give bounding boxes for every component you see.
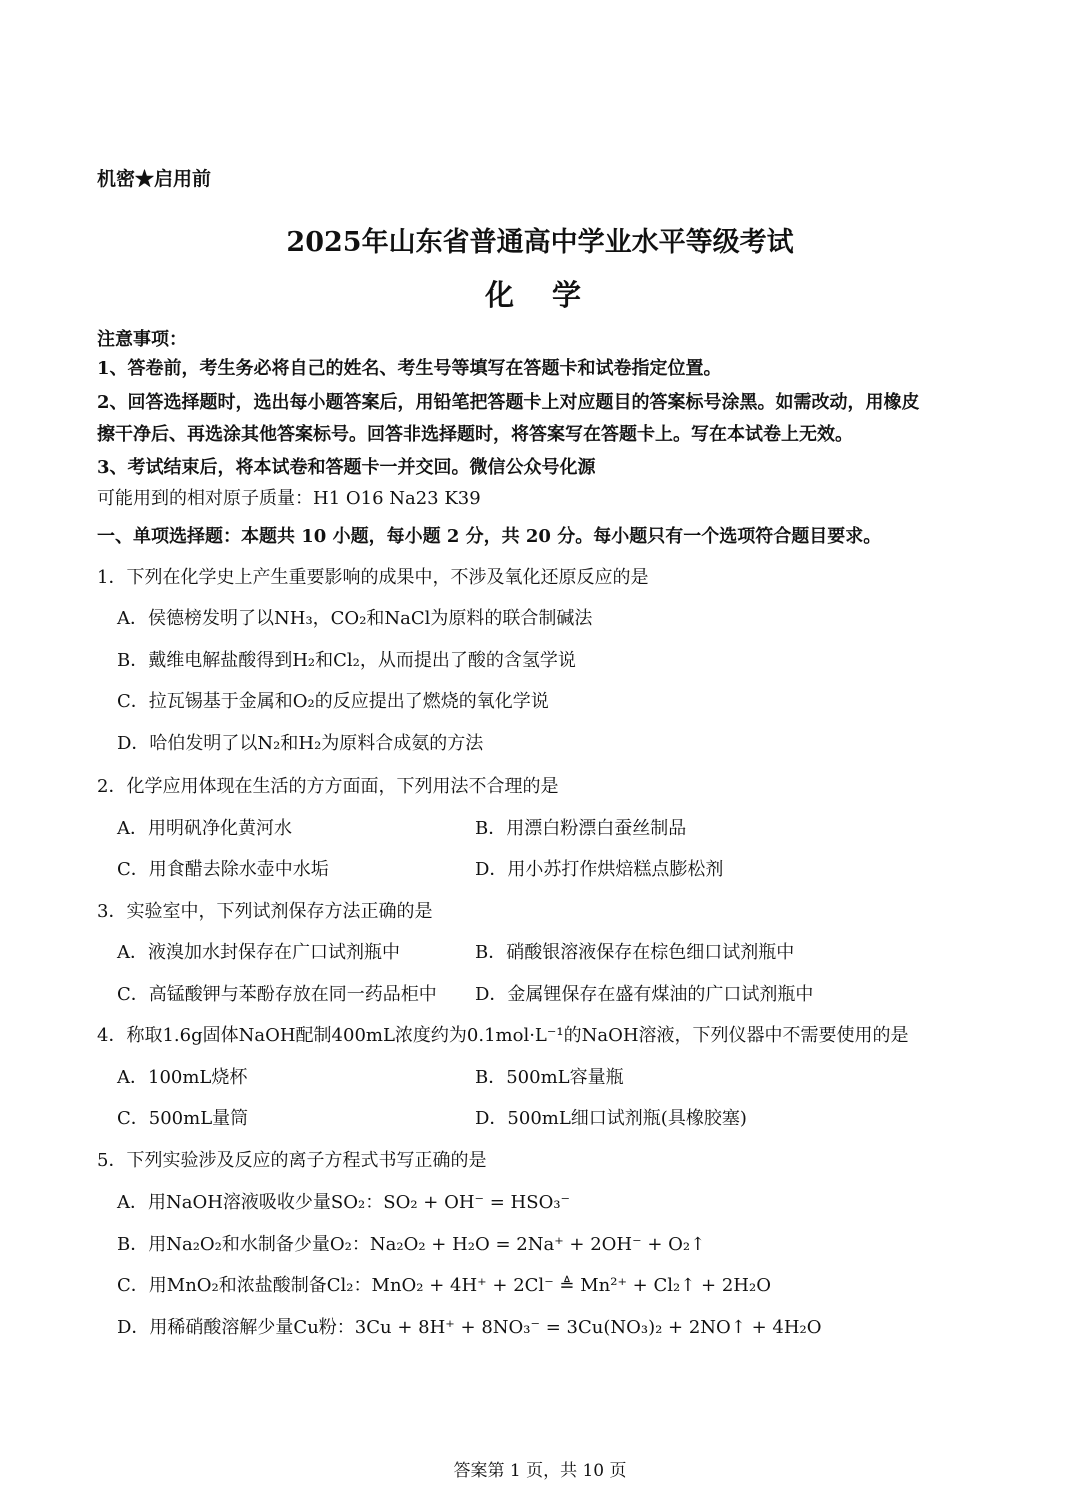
q4-option-b: B．500mL容量瓶: [475, 1067, 624, 1088]
q1-option-a: A．侯德榜发明了以NH₃，CO₂和NaCl为原料的联合制碱法: [117, 608, 593, 629]
q2-option-c: C．用食醋去除水壶中水垢: [117, 859, 329, 880]
note-item: 擦干净后、再选涂其他答案标号。回答非选择题时，将答案写在答题卡上。写在本试卷上无效。: [97, 424, 853, 445]
q4-option-c: C．500mL量筒: [117, 1108, 249, 1129]
notes-heading: 注意事项：: [97, 329, 187, 350]
q4-option-a: A．100mL烧杯: [117, 1067, 248, 1088]
q3-option-a: A．液溴加水封保存在广口试剂瓶中: [117, 942, 400, 963]
question-stem-4: 4．称取1.6g固体NaOH配制400mL浓度约为0.1mol·L⁻¹的NaOH溶液，下列仪器中不需要使用的是: [97, 1025, 909, 1046]
note-item: 3、考试结束后，将本试卷和答题卡一并交回。微信公众号化源: [97, 457, 596, 478]
note-item: 1、答卷前，考生务必将自己的姓名、考生号等填写在答题卡和试卷指定位置。: [97, 358, 722, 379]
q2-option-d: D．用小苏打作烘焙糕点膨松剂: [475, 859, 724, 880]
question-stem-5: 5．下列实验涉及反应的离子方程式书写正确的是: [97, 1150, 487, 1171]
subject-title: 化 学: [484, 278, 596, 312]
q3-option-b: B．硝酸银溶液保存在棕色细口试剂瓶中: [475, 942, 795, 963]
q5-option-c: C．用MnO₂和浓盐酸制备Cl₂：MnO₂ + 4H⁺ + 2Cl⁻ ≜ Mn²⁺ + Cl₂↑ + 2H₂O: [117, 1275, 771, 1296]
confidential-label: 机密★启用前: [97, 168, 212, 190]
q3-option-d: D．金属锂保存在盛有煤油的广口试剂瓶中: [475, 984, 814, 1005]
q5-option-b: B．用Na₂O₂和水制备少量O₂：Na₂O₂ + H₂O = 2Na⁺ + 2OH⁻ + O₂↑: [117, 1234, 706, 1255]
q3-option-c: C．高锰酸钾与苯酚存放在同一药品柜中: [117, 984, 437, 1005]
q4-option-d: D．500mL细口试剂瓶(具橡胶塞): [475, 1108, 747, 1129]
question-stem-2: 2．化学应用体现在生活的方方面面，下列用法不合理的是: [97, 776, 559, 797]
question-stem-1: 1．下列在化学史上产生重要影响的成果中，不涉及氧化还原反应的是: [97, 567, 649, 588]
q5-option-d: D．用稀硝酸溶解少量Cu粉：3Cu + 8H⁺ + 8NO₃⁻ = 3Cu(NO₃)₂ + 2NO↑ + 4H₂O: [117, 1317, 822, 1338]
section-heading: 一、单项选择题：本题共 10 小题，每小题 2 分，共 20 分。每小题只有一个选项符合题目要求。: [97, 526, 882, 547]
q2-option-b: B．用漂白粉漂白蚕丝制品: [475, 818, 687, 839]
q2-option-a: A．用明矾净化黄河水: [117, 818, 292, 839]
question-stem-3: 3．实验室中，下列试剂保存方法正确的是: [97, 901, 433, 922]
q1-option-d: D．哈伯发明了以N₂和H₂为原料合成氨的方法: [117, 733, 484, 754]
q1-option-c: C．拉瓦锡基于金属和O₂的反应提出了燃烧的氧化学说: [117, 691, 549, 712]
note-item: 2、回答选择题时，选出每小题答案后，用铅笔把答题卡上对应题目的答案标号涂黑。如需改动，用橡皮: [97, 392, 920, 413]
page-footer: 答案第 1 页，共 10 页: [453, 1461, 627, 1481]
exam-title: 2025年山东省普通高中学业水平等级考试: [286, 227, 794, 258]
q5-option-a: A．用NaOH溶液吸收少量SO₂：SO₂ + OH⁻ = HSO₃⁻: [117, 1192, 571, 1213]
atomic-mass-line: 可能用到的相对原子质量：H1 O16 Na23 K39: [97, 488, 481, 509]
q1-option-b: B．戴维电解盐酸得到H₂和Cl₂，从而提出了酸的含氢学说: [117, 650, 576, 671]
